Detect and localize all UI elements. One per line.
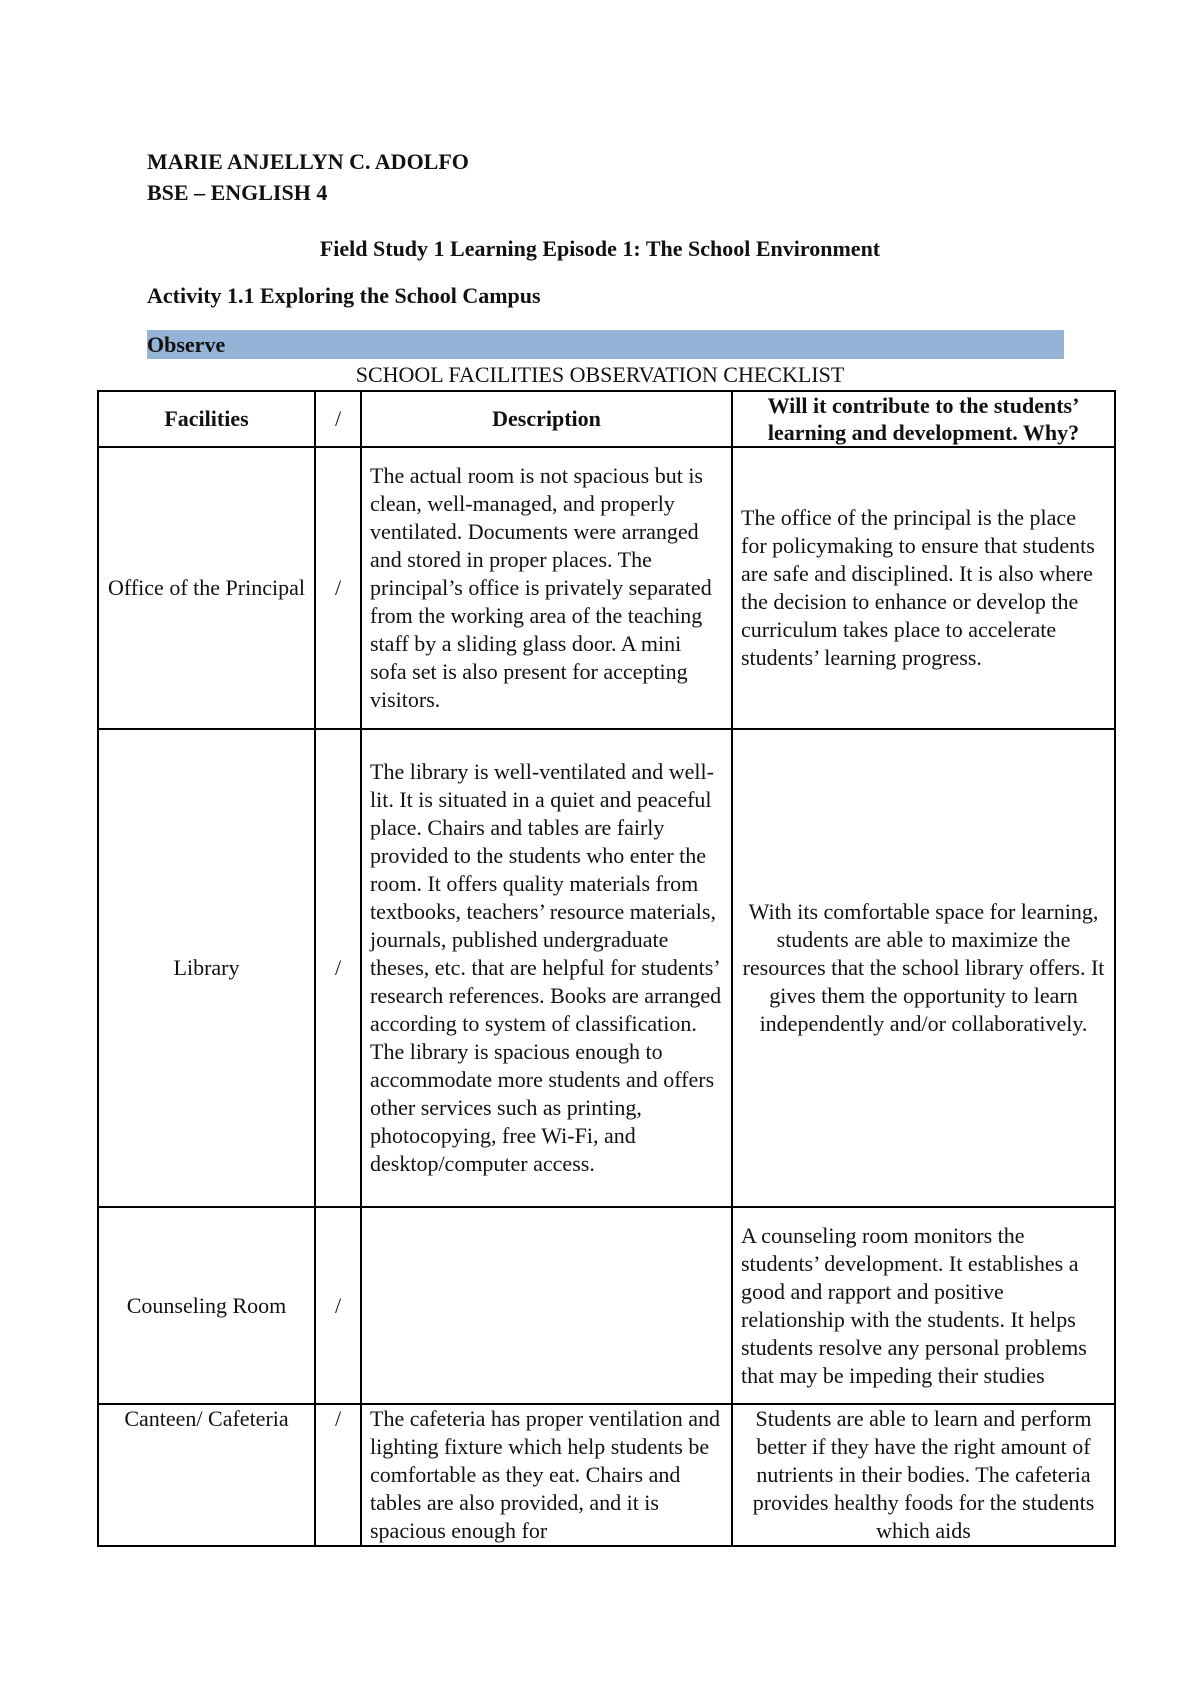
contribution-cell: The office of the principal is the place for policymaking to ensure that students are safe and disciplined. It is also where the decision to enhance or develop the curriculum takes place to accelerate students’ learning progress. [732,447,1115,729]
description-text: The cafeteria has proper ventilation and lighting fixture which help students be comfortable as they eat. Chairs and tables are also provided, and it is spacious enough for [370,1406,721,1543]
check-mark-cell: / [315,729,361,1207]
observe-section-bar [147,330,1064,359]
observation-checklist-table [97,390,1116,1547]
table-header-row [98,391,1115,447]
facility-cell: Counseling Room [98,1207,315,1404]
author-course: BSE – ENGLISH 4 [147,180,328,205]
contribution-cell: A counseling room monitors the students’ development. It establishes a good and rapport and positive relationship with the students. It helps students resolve any personal problems that may be impeding their studies [732,1207,1115,1404]
activity-heading: Activity 1.1 Exploring the School Campus [147,283,541,308]
checklist-title: SCHOOL FACILITIES OBSERVATION CHECKLIST [355,362,845,387]
description-cell: The actual room is not spacious but is clean, well-managed, and properly ventilated. Documents were arranged and stored in proper places. The principal’s office is privately separated from the working area of the teaching staff by a sliding glass door. A mini sofa set is also present for accepting visitors. [361,447,732,729]
check-mark-cell: / [315,447,361,729]
header-contribution: Will it contribute to the students’ learning and development. Why? [732,391,1115,447]
facility-cell: Library [98,729,315,1207]
description-cell: The library is well-ventilated and well-lit. It is situated in a quiet and peaceful place. Chairs and tables are fairly provided to the students who enter the room. It offers quality materials from textbooks, teachers’ resource materials, journals, published undergraduate theses, etc. that are helpful for students’ research references. Books are arranged according to system of classification. The library is spacious enough to accommodate more students and offers other services such as printing, photocopying, free Wi-Fi, and desktop/computer access. [361,729,732,1207]
author-block [147,146,469,208]
facility-cell: Canteen/ Cafeteria [98,1404,315,1546]
contribution-text: Students are able to learn and perform better if they have the right amount of nutrients in their bodies. The cafeteria provides healthy foods for the students which aids [752,1406,1095,1543]
table-row [98,1207,1115,1404]
check-mark-cell: / [315,1404,361,1546]
author-name: MARIE ANJELLYN C. ADOLFO [147,149,469,174]
contribution-cell: With its comfortable space for learning, students are able to maximize the resources that the school library offers. It gives them the opportunity to learn independently and/or collaboratively. [732,729,1115,1207]
check-mark-cell: / [315,1207,361,1404]
contribution-cell [732,1404,1115,1546]
description-cell [361,1404,732,1546]
header-description: Description [361,391,732,447]
description-cell [361,1207,732,1404]
header-facilities: Facilities [98,391,315,447]
observe-label: Observe [147,332,226,357]
table-row [98,1404,1115,1546]
table-row [98,729,1115,1207]
facility-cell: Office of the Principal [98,447,315,729]
document-title: Field Study 1 Learning Episode 1: The School Environment [319,236,881,261]
header-check: / [315,391,361,447]
table-row [98,447,1115,729]
